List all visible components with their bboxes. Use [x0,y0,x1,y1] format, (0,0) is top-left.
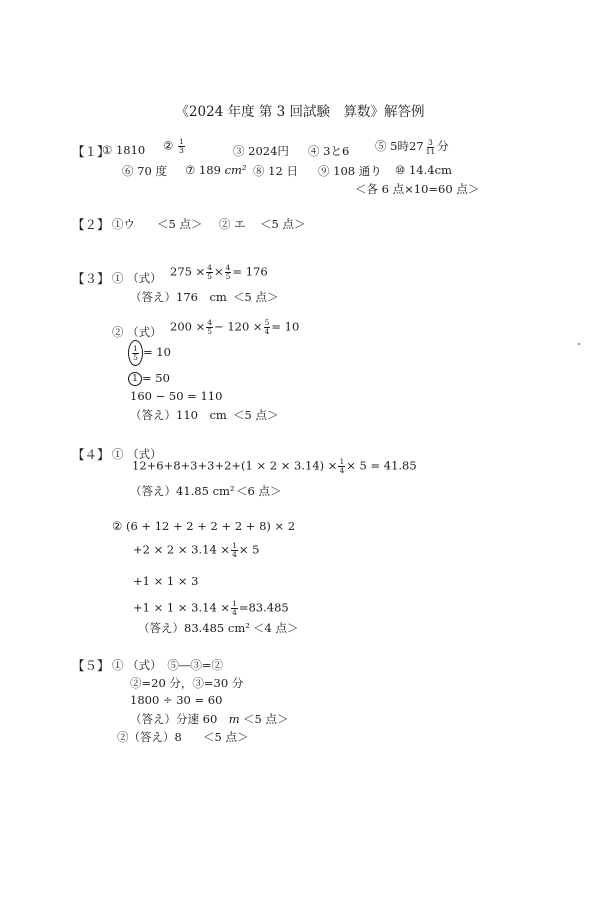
s3-question-1: ① （式） [112,271,162,285]
s4-question-1: ① （式） [112,447,162,461]
s5-points-2: ＜5 点＞ [203,730,249,744]
s4-points-1: ＜6 点＞ [236,484,282,498]
s4-answer-2: （答え）83.485 cm² [138,621,250,635]
s2-points-2: ＜5 点＞ [260,217,306,231]
circled-fraction: $\frac{1}{5}$ [128,340,143,366]
page-title: 《2024 年度 第 3 回試験 算数》解答例 [175,104,425,120]
scan-speck [578,343,580,345]
s4-line-4: +1 × 1 × 3.14 × $\frac{1}{4}$ =83.485 [133,599,289,617]
s4-question-2: ② (6 + 12 + 2 + 2 + 2 + 8) × 2 [112,519,296,533]
section-1-label: 【１】 [72,144,110,159]
s1-answer-2: ② $\frac{1}{3}$ [163,137,184,155]
s4-answer-1: （答え）41.85 cm² [130,484,235,498]
s5-line-3: 1800 ÷ 30 = 60 [130,693,223,707]
s5-points-1: ＜5 点＞ [243,712,289,726]
s5-line-2: ②=20 分，③=30 分 [130,676,244,690]
s4-formula-1: 12+6+8+3+3+2+(1 × 2 × 3.14) × $\frac{1}{4}$ × 5 = 41.85 [132,457,417,475]
circled-number: 1 [128,372,142,386]
s2-answer-1: ①ウ [112,217,135,231]
s3-question-2: ② （式） [112,325,162,339]
s1-answer-3: ③ 2024円 [233,144,289,158]
s3-answer-1: （答え）176 cm [130,290,227,304]
s4-line-2: +2 × 2 × 3.14 × $\frac{1}{4}$ × 5 [133,541,260,559]
s3-circled-fraction-line: $\frac{1}{5}$ = 10 [128,340,171,366]
section-3-label: 【３】 [72,271,110,286]
s1-answer-6: ⑥ 70 度 [122,164,167,178]
s4-points-2: ＜4 点＞ [253,621,299,635]
s1-score: ＜各 6 点×10=60 点＞ [355,182,480,196]
s2-answer-2: ② エ [219,217,246,231]
s3-formula-2: 200 × $\frac{4}{5}$ − 120 × $\frac{5}{4}$ = 10 [170,318,300,336]
section-2-label: 【２】 [72,217,110,232]
s1-answer-7: ⑦ 189 cm² [185,163,247,177]
section-5-label: 【５】 [72,658,110,673]
s1-answer-5: ⑤ 5時27 $\frac{3}{11}$ 分 [375,137,449,156]
s1-answer-8: ⑧ 12 日 [253,164,298,178]
s3-points-2: ＜5 点＞ [233,408,279,422]
s3-line-4: 160 − 50 = 110 [130,389,223,403]
s1-answer-4: ④ 3と6 [308,144,350,158]
s3-circled-one-line: 1 = 50 [128,371,170,386]
s1-answer-9: ⑨ 108 通り [318,164,382,178]
s3-answer-2: （答え）110 cm [130,408,227,422]
s1-answer-1: ① 1810 [102,143,146,157]
s4-line-3: +1 × 1 × 3 [133,574,199,588]
s3-formula-1: 275 × $\frac{4}{5}$ × $\frac{4}{5}$ = 176 [170,263,268,281]
s5-answer-2: ②（答え）8 [117,730,182,744]
s3-points-1: ＜5 点＞ [233,290,279,304]
section-4-label: 【４】 [72,447,110,462]
s5-question-1: ① （式） ⑤―③=② [112,658,224,672]
s1-answer-10: ⑩ 14.4cm [395,163,452,177]
s2-points-1: ＜5 点＞ [157,217,203,231]
s5-answer-1: （答え）分速 60 m [130,712,240,726]
